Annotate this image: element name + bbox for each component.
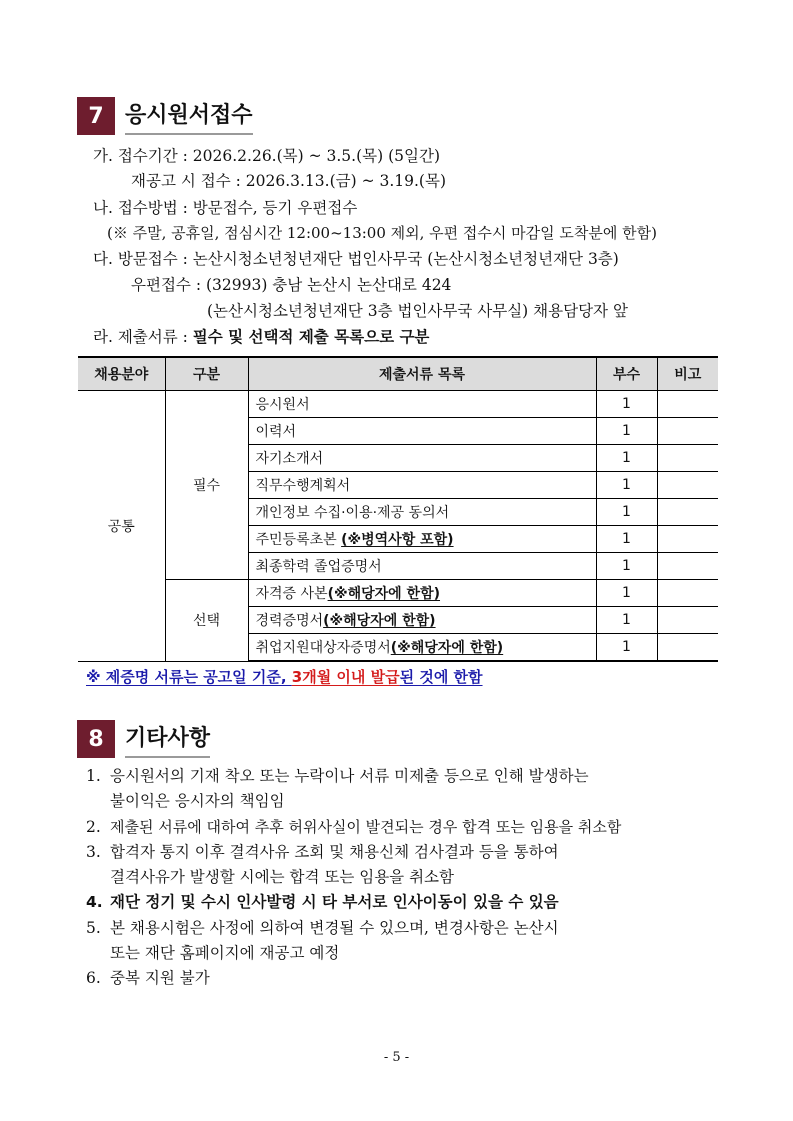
item-number: 6. [86, 969, 101, 987]
method-note-line: (※ 주말, 공휴일, 점심시간 12:00~13:00 제외, 우편 접수시 마감일 도착분에 한함) [107, 224, 657, 242]
item-text: 중복 지원 불가 [110, 969, 210, 987]
validity-note [86, 666, 483, 687]
section-title: 기타사항 [125, 721, 210, 758]
mail-line: 우편접수 : (32993) 충남 논산시 논산대로 424 [131, 276, 452, 294]
document-name: 자격증 사본 [255, 586, 328, 602]
list-item-continuation: 결격사유가 발생할 시에는 합격 또는 임용을 취소함 [110, 868, 454, 886]
document-name-cell [248, 526, 596, 553]
document-count: 1 [596, 526, 657, 553]
document-count: 1 [596, 553, 657, 580]
page-number: - 5 - [383, 1050, 410, 1065]
document-remark [657, 472, 718, 499]
note-part-1: ※ 제증명 서류는 공고일 기준, [86, 668, 292, 686]
item-text: 합격자 통지 이후 결격사유 조회 및 채용신체 검사결과 등을 통하여 [110, 843, 559, 861]
period-line: 가. 접수기간 : 2026.2.26.(목) ~ 3.5.(목) (5일간) [93, 147, 440, 165]
document-name-cell [248, 634, 596, 662]
table-row [78, 391, 718, 418]
note-part-2: 3개월 이내 발급 [291, 668, 400, 686]
item-number: 4. [86, 893, 103, 911]
document-name: 응시원서 [248, 391, 596, 418]
document-count: 1 [596, 634, 657, 662]
document-note: (※해당자에 한함) [323, 613, 436, 629]
document-name: 이력서 [248, 418, 596, 445]
item-number: 1. [86, 767, 101, 785]
document-name: 직무수행계획서 [248, 472, 596, 499]
document-remark [657, 418, 718, 445]
header-copies: 부수 [596, 357, 657, 391]
document-remark [657, 607, 718, 634]
document-name-cell [248, 607, 596, 634]
documents-emphasis: 필수 및 선택적 제출 목록으로 구분 [192, 328, 430, 346]
section-title: 응시원서접수 [125, 98, 253, 135]
document-remark [657, 634, 718, 662]
header-remarks: 비고 [657, 357, 718, 391]
document-count: 1 [596, 607, 657, 634]
documents-prefix: 라. 제출서류 : [93, 328, 193, 346]
section-number-badge: 7 [77, 97, 115, 135]
document-note: (※해당자에 한함) [390, 640, 504, 656]
document-name: 주민등록초본 [255, 532, 342, 548]
header-documents: 제출서류 목록 [248, 357, 596, 391]
document-note: (※해당자에 한함) [327, 586, 441, 602]
group-required-cell: 필수 [165, 391, 248, 580]
list-item [86, 815, 621, 840]
list-item [86, 916, 559, 941]
mail-address-line: (논산시청소년청년재단 3층 법인사무국 사무실) 채용담당자 앞 [207, 302, 628, 320]
document-name: 최종학력 졸업증명서 [248, 553, 596, 580]
document-count: 1 [596, 445, 657, 472]
document-count: 1 [596, 499, 657, 526]
item-number: 5. [86, 919, 101, 937]
documents-table [78, 356, 718, 662]
section-number-badge: 8 [77, 720, 115, 758]
list-item-continuation: 불이익은 응시자의 책임임 [110, 792, 285, 810]
list-item [86, 966, 210, 991]
document-note: (※병역사항 포함) [341, 532, 454, 548]
document-remark [657, 553, 718, 580]
document-remark [657, 499, 718, 526]
document-remark [657, 445, 718, 472]
document-name: 개인정보 수집·이용·제공 동의서 [248, 499, 596, 526]
item-text: 제출된 서류에 대하여 추후 허위사실이 발견되는 경우 합격 또는 임용을 취소함 [110, 818, 622, 836]
document-name-cell [248, 580, 596, 607]
table-row [78, 580, 718, 607]
item-number: 2. [86, 818, 101, 836]
document-count: 1 [596, 418, 657, 445]
document-count: 1 [596, 472, 657, 499]
list-item [86, 840, 559, 865]
document-name: 자기소개서 [248, 445, 596, 472]
item-text: 재단 정기 및 수시 인사발령 시 타 부서로 인사이동이 있을 수 있음 [110, 893, 559, 911]
list-item-continuation: 또는 재단 홈페이지에 재공고 예정 [110, 944, 340, 962]
document-count: 1 [596, 391, 657, 418]
header-category: 구분 [165, 357, 248, 391]
document-name: 경력증명서 [255, 613, 324, 629]
documents-line [93, 326, 429, 348]
document-name: 취업지원대상자증명서 [255, 640, 391, 656]
group-optional-cell: 선택 [165, 580, 248, 662]
header-field: 채용분야 [78, 357, 165, 391]
item-number: 3. [86, 843, 101, 861]
document-count: 1 [596, 580, 657, 607]
list-item [86, 890, 559, 915]
list-item [86, 764, 589, 789]
visit-line: 다. 방문접수 : 논산시청소년청년재단 법인사무국 (논산시청소년청년재단 3층) [93, 250, 619, 268]
document-remark [657, 391, 718, 418]
repost-period-line: 재공고 시 접수 : 2026.3.13.(금) ~ 3.19.(목) [131, 172, 446, 190]
document-remark [657, 526, 718, 553]
table-header-row [78, 357, 718, 391]
item-text: 응시원서의 기재 착오 또는 누락이나 서류 미제출 등으로 인해 발생하는 [110, 767, 589, 785]
document-remark [657, 580, 718, 607]
item-text: 본 채용시험은 사정에 의하여 변경될 수 있으며, 변경사항은 논산시 [110, 919, 559, 937]
method-line: 나. 접수방법 : 방문접수, 등기 우편접수 [93, 199, 358, 217]
note-part-3: 된 것에 한함 [399, 668, 483, 686]
field-cell: 공통 [78, 391, 165, 662]
